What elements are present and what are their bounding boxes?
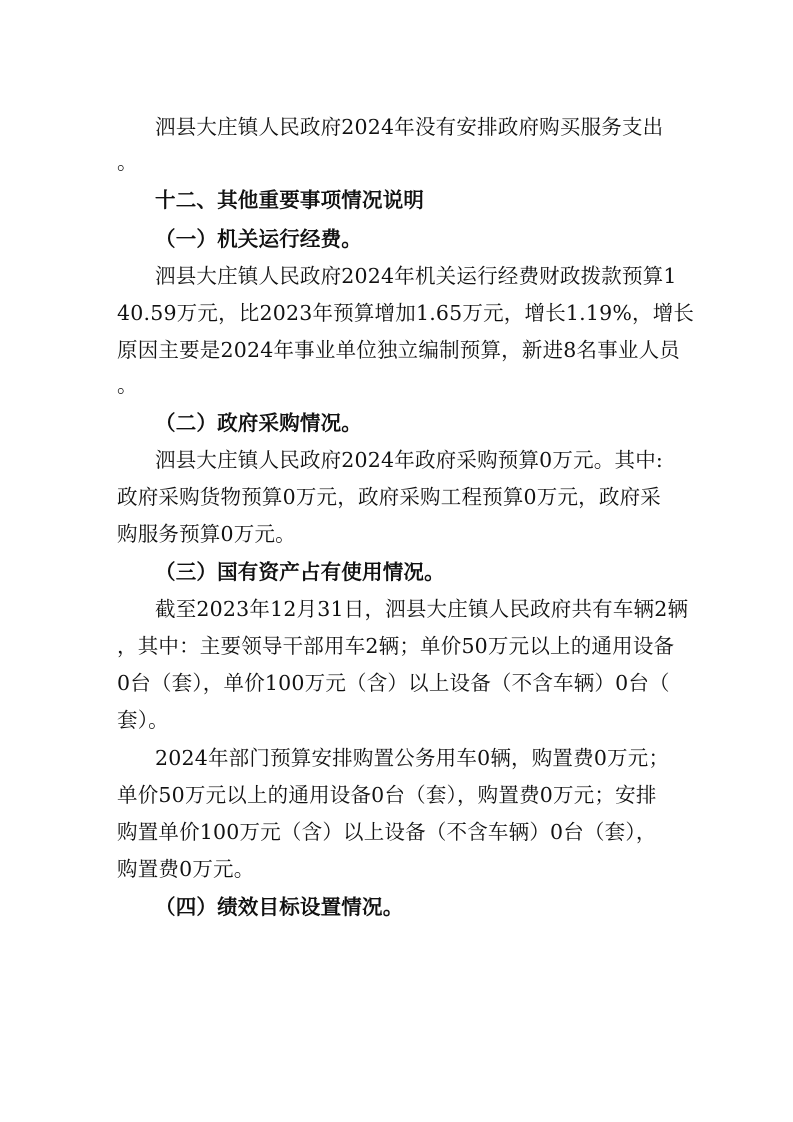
paragraph-line: 政府采购货物预算0万元，政府采购工程预算0万元，政府采 bbox=[117, 485, 661, 509]
paragraph-line: 购置费0万元。 bbox=[117, 857, 255, 881]
subsection-heading: （三）国有资产占有使用情况。 bbox=[155, 560, 445, 584]
paragraph-line: 单价50万元以上的通用设备0台（套），购置费0万元；安排 bbox=[117, 783, 657, 807]
paragraph-line: 泗县大庄镇人民政府2024年没有安排政府购买服务支出 bbox=[155, 115, 664, 139]
section-heading: 十二、其他重要事项情况说明 bbox=[155, 188, 425, 212]
subsection-heading: （一）机关运行经费。 bbox=[155, 227, 362, 251]
paragraph-line: 截至2023年12月31日，泗县大庄镇人民政府共有车辆2辆 bbox=[155, 597, 689, 621]
paragraph-line: 。 bbox=[117, 373, 138, 397]
paragraph-line: 2024年部门预算安排购置公务用车0辆，购置费0万元； bbox=[155, 746, 670, 770]
paragraph-line: 套）。 bbox=[117, 708, 169, 732]
paragraph-line: 原因主要是2024年事业单位独立编制预算，新进8名事业人员 bbox=[117, 338, 681, 362]
paragraph-line: 泗县大庄镇人民政府2024年政府采购预算0万元。其中: bbox=[155, 448, 664, 472]
subsection-heading: （二）政府采购情况。 bbox=[155, 411, 362, 435]
paragraph-line: 0台（套），单价100万元（含）以上设备（不含车辆）0台（ bbox=[117, 671, 670, 695]
paragraph-line: 购服务预算0万元。 bbox=[117, 522, 296, 546]
paragraph-line: 。 bbox=[117, 150, 138, 174]
paragraph-line: 40.59万元，比2023年预算增加1.65万元，增长1.19%，增长 bbox=[117, 301, 695, 325]
paragraph-line: 泗县大庄镇人民政府2024年机关运行经费财政拨款预算1 bbox=[155, 264, 677, 288]
paragraph-line: ，其中：主要领导干部用车2辆；单价50万元以上的通用设备 bbox=[117, 634, 675, 658]
paragraph-line: 购置单价100万元（含）以上设备（不含车辆）0台（套）， bbox=[117, 820, 657, 844]
subsection-heading: （四）绩效目标设置情况。 bbox=[155, 895, 404, 919]
